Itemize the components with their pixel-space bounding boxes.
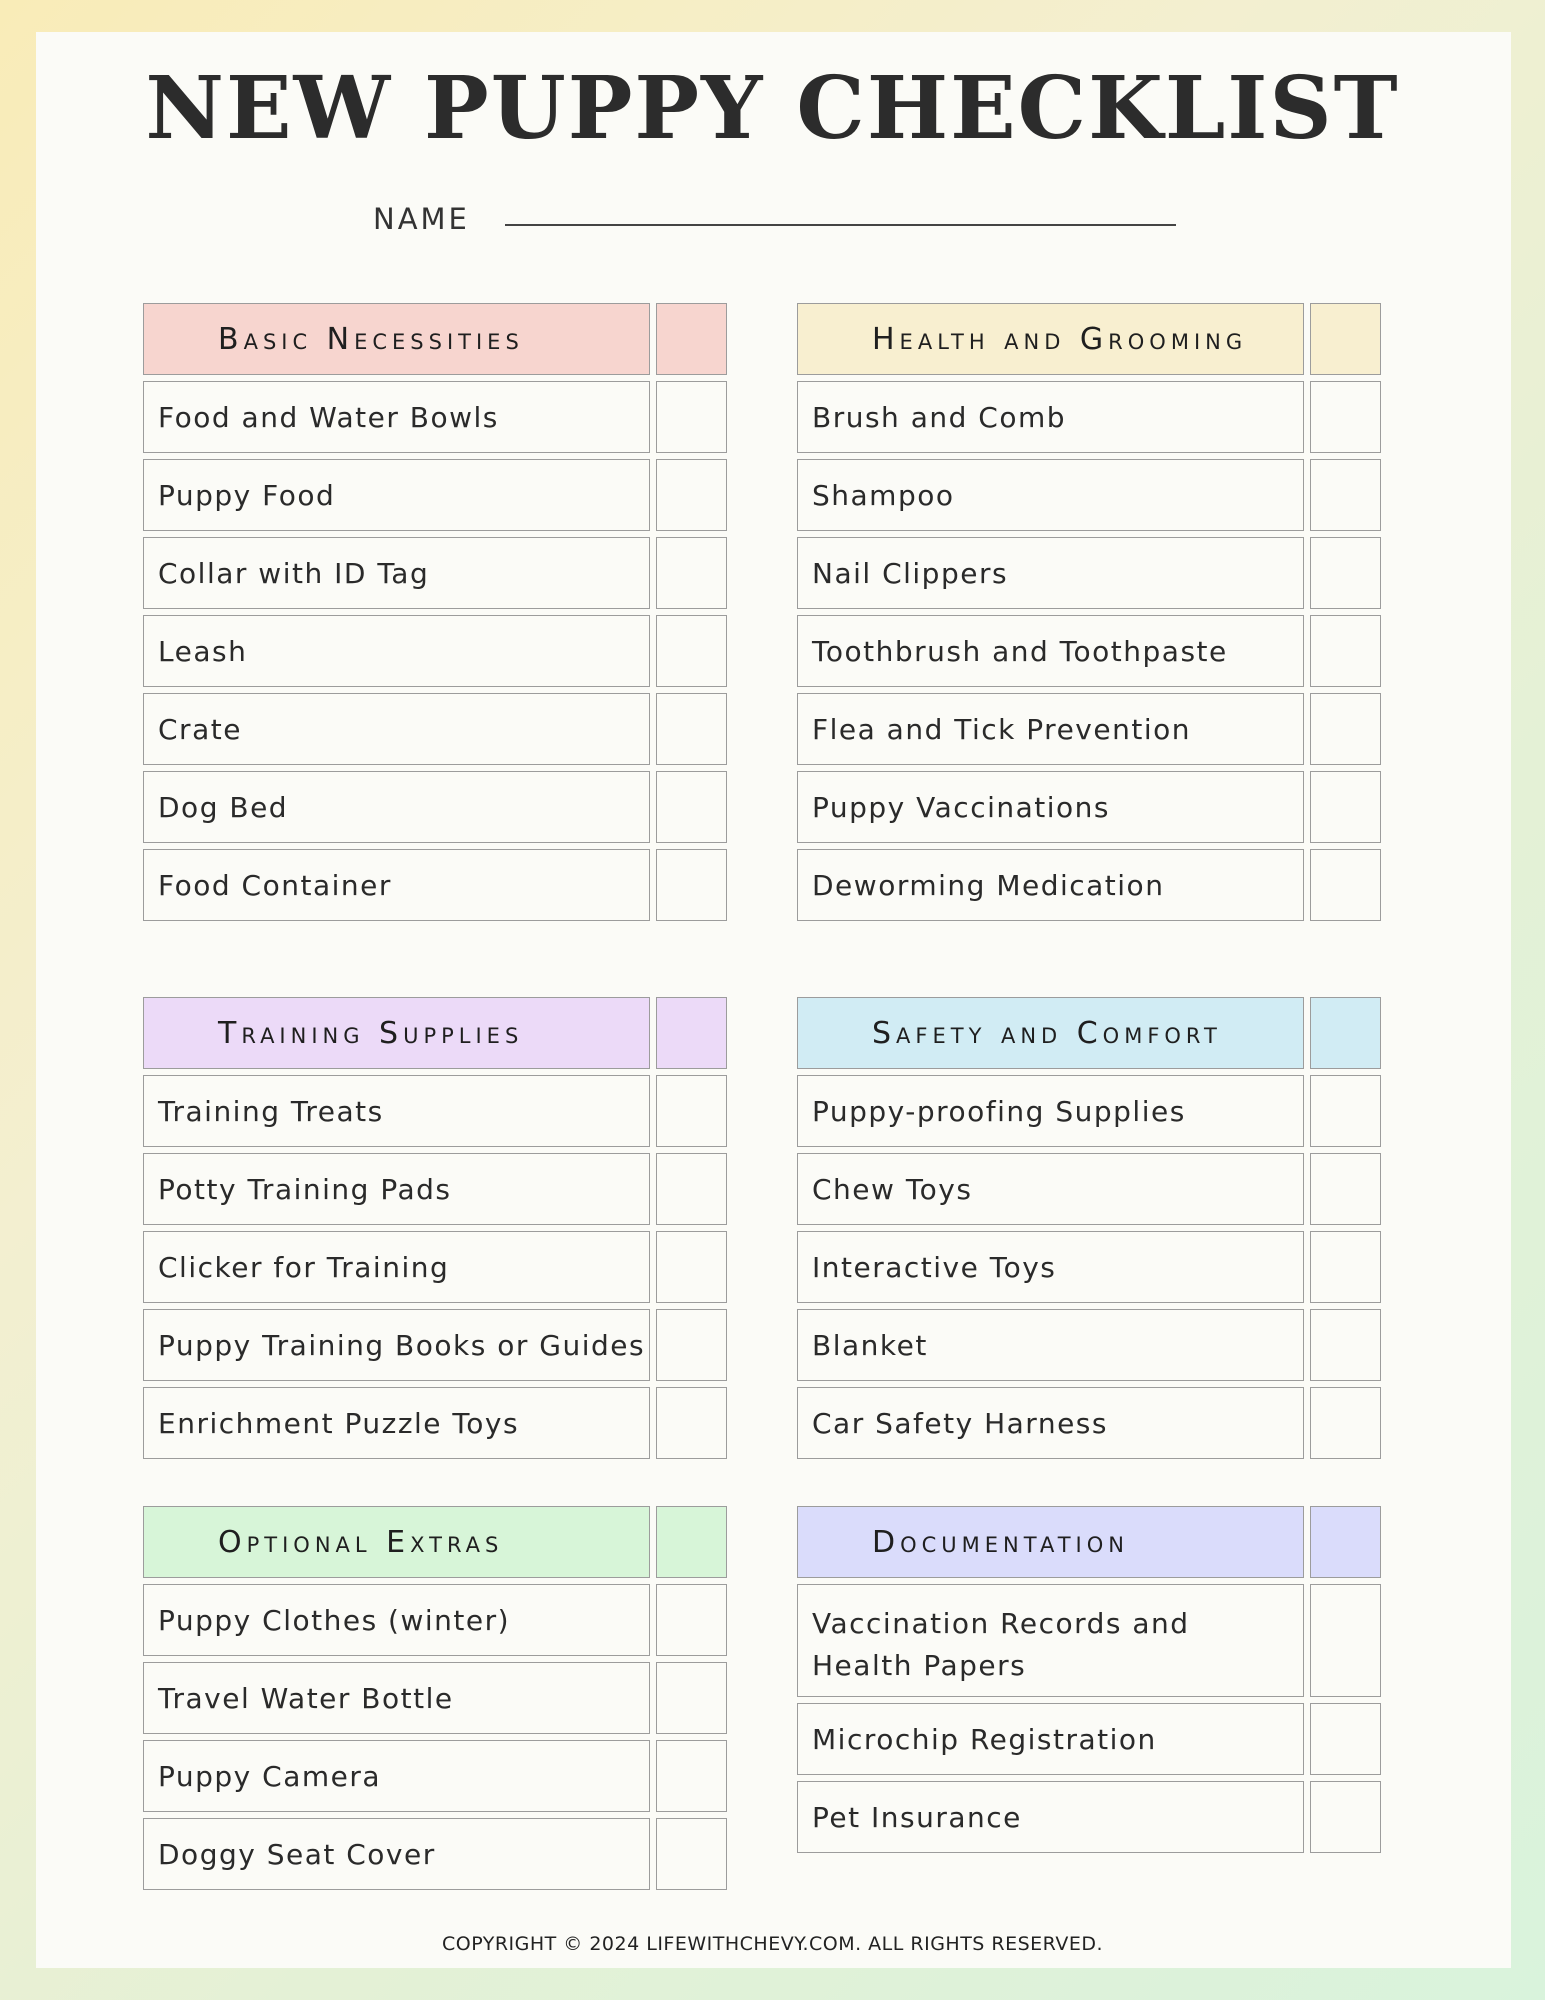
header-check-cell — [1310, 997, 1381, 1069]
item-label: Clicker for Training — [143, 1231, 650, 1303]
header-check-cell — [1310, 1506, 1381, 1578]
checkbox[interactable] — [1310, 1075, 1381, 1147]
item-label: Brush and Comb — [797, 381, 1304, 453]
checkbox[interactable] — [656, 1818, 727, 1890]
name-label: NAME — [373, 202, 470, 236]
item-label: Collar with ID Tag — [143, 537, 650, 609]
item-label: Training Treats — [143, 1075, 650, 1147]
checkbox[interactable] — [1310, 1584, 1381, 1697]
item-label: Pet Insurance — [797, 1781, 1304, 1853]
header-check-cell — [656, 303, 727, 375]
checklist-row — [797, 1781, 1381, 1853]
item-label: Vaccination Records and Health Papers — [797, 1584, 1304, 1697]
section-optional-extras — [143, 1506, 727, 1896]
checklist-row — [797, 1703, 1381, 1775]
section-header — [143, 1506, 727, 1578]
item-label: Doggy Seat Cover — [143, 1818, 650, 1890]
header-check-cell — [1310, 303, 1381, 375]
section-header — [797, 997, 1381, 1069]
section-header — [143, 303, 727, 375]
checklist-row — [797, 1387, 1381, 1459]
checkbox[interactable] — [656, 1662, 727, 1734]
checklist-row — [143, 1740, 727, 1812]
checkbox[interactable] — [656, 381, 727, 453]
name-field-line[interactable] — [505, 224, 1176, 226]
item-label: Food and Water Bowls — [143, 381, 650, 453]
checklist-row — [143, 1662, 727, 1734]
checklist-row — [797, 771, 1381, 843]
checklist-row — [797, 1153, 1381, 1225]
checkbox[interactable] — [1310, 693, 1381, 765]
checklist-row — [797, 1584, 1381, 1697]
section-heading: Training Supplies — [143, 997, 650, 1069]
item-label: Car Safety Harness — [797, 1387, 1304, 1459]
checkbox[interactable] — [1310, 1387, 1381, 1459]
checkbox[interactable] — [1310, 1309, 1381, 1381]
checklist-row — [143, 459, 727, 531]
item-label: Enrichment Puzzle Toys — [143, 1387, 650, 1459]
item-label: Dog Bed — [143, 771, 650, 843]
checklist-row — [797, 381, 1381, 453]
checkbox[interactable] — [1310, 1781, 1381, 1853]
checklist-row — [797, 537, 1381, 609]
checklist-row — [797, 693, 1381, 765]
page-title: NEW PUPPY CHECKLIST — [145, 58, 1400, 159]
section-heading: Health and Grooming — [797, 303, 1304, 375]
item-label: Crate — [143, 693, 650, 765]
section-heading: Documentation — [797, 1506, 1304, 1578]
checkbox[interactable] — [656, 1153, 727, 1225]
checklist-row — [797, 1075, 1381, 1147]
item-label: Interactive Toys — [797, 1231, 1304, 1303]
checkbox[interactable] — [1310, 615, 1381, 687]
checklist-row — [143, 1584, 727, 1656]
checklist-row — [797, 849, 1381, 921]
item-label: Potty Training Pads — [143, 1153, 650, 1225]
item-label: Nail Clippers — [797, 537, 1304, 609]
checkbox[interactable] — [656, 1075, 727, 1147]
checkbox[interactable] — [1310, 1703, 1381, 1775]
copyright-footer: COPYRIGHT © 2024 LIFEWITHCHEVY.COM. ALL RIGHTS RESERVED. — [441, 1933, 1104, 1955]
item-label: Toothbrush and Toothpaste — [797, 615, 1304, 687]
item-label: Microchip Registration — [797, 1703, 1304, 1775]
checkbox[interactable] — [656, 771, 727, 843]
checklist-row — [143, 381, 727, 453]
checklist-row — [143, 1309, 727, 1381]
checklist-row — [797, 615, 1381, 687]
checkbox[interactable] — [656, 459, 727, 531]
section-header — [797, 1506, 1381, 1578]
checkbox[interactable] — [1310, 771, 1381, 843]
item-label: Shampoo — [797, 459, 1304, 531]
checklist-row — [143, 1387, 727, 1459]
checklist-row — [143, 1818, 727, 1890]
item-label: Puppy Training Books or Guides — [143, 1309, 650, 1381]
section-basic-necessities — [143, 303, 727, 927]
checkbox[interactable] — [656, 1584, 727, 1656]
section-safety-and-comfort — [797, 997, 1381, 1465]
checklist-row — [797, 459, 1381, 531]
checklist-row — [143, 615, 727, 687]
item-label: Travel Water Bottle — [143, 1662, 650, 1734]
checklist-row — [143, 693, 727, 765]
checkbox[interactable] — [656, 615, 727, 687]
checkbox[interactable] — [1310, 1153, 1381, 1225]
section-header — [797, 303, 1381, 375]
section-training-supplies — [143, 997, 727, 1465]
item-label: Puppy Vaccinations — [797, 771, 1304, 843]
checkbox[interactable] — [656, 537, 727, 609]
checklist-row — [143, 771, 727, 843]
header-check-cell — [656, 1506, 727, 1578]
item-label: Puppy Clothes (winter) — [143, 1584, 650, 1656]
section-documentation — [797, 1506, 1381, 1859]
item-label: Puppy-proofing Supplies — [797, 1075, 1304, 1147]
checkbox[interactable] — [1310, 1231, 1381, 1303]
item-label: Puppy Camera — [143, 1740, 650, 1812]
checklist-row — [797, 1231, 1381, 1303]
section-heading: Optional Extras — [143, 1506, 650, 1578]
item-label: Blanket — [797, 1309, 1304, 1381]
checkbox[interactable] — [1310, 459, 1381, 531]
item-label: Puppy Food — [143, 459, 650, 531]
checklist-row — [143, 1231, 727, 1303]
checklist-row — [143, 537, 727, 609]
header-check-cell — [656, 997, 727, 1069]
checkbox[interactable] — [1310, 849, 1381, 921]
section-heading: Safety and Comfort — [797, 997, 1304, 1069]
checklist-row — [797, 1309, 1381, 1381]
checkbox[interactable] — [656, 1740, 727, 1812]
checkbox[interactable] — [1310, 537, 1381, 609]
section-heading: Basic Necessities — [143, 303, 650, 375]
item-label: Deworming Medication — [797, 849, 1304, 921]
checkbox[interactable] — [1310, 381, 1381, 453]
checklist-row — [143, 1153, 727, 1225]
checkbox[interactable] — [656, 1231, 727, 1303]
section-health-and-grooming — [797, 303, 1381, 927]
checkbox[interactable] — [656, 1309, 727, 1381]
item-label: Chew Toys — [797, 1153, 1304, 1225]
section-header — [143, 997, 727, 1069]
checkbox[interactable] — [656, 693, 727, 765]
checklist-row — [143, 1075, 727, 1147]
item-label: Food Container — [143, 849, 650, 921]
item-label: Flea and Tick Prevention — [797, 693, 1304, 765]
item-label: Leash — [143, 615, 650, 687]
checklist-row — [143, 849, 727, 921]
checkbox[interactable] — [656, 849, 727, 921]
checkbox[interactable] — [656, 1387, 727, 1459]
